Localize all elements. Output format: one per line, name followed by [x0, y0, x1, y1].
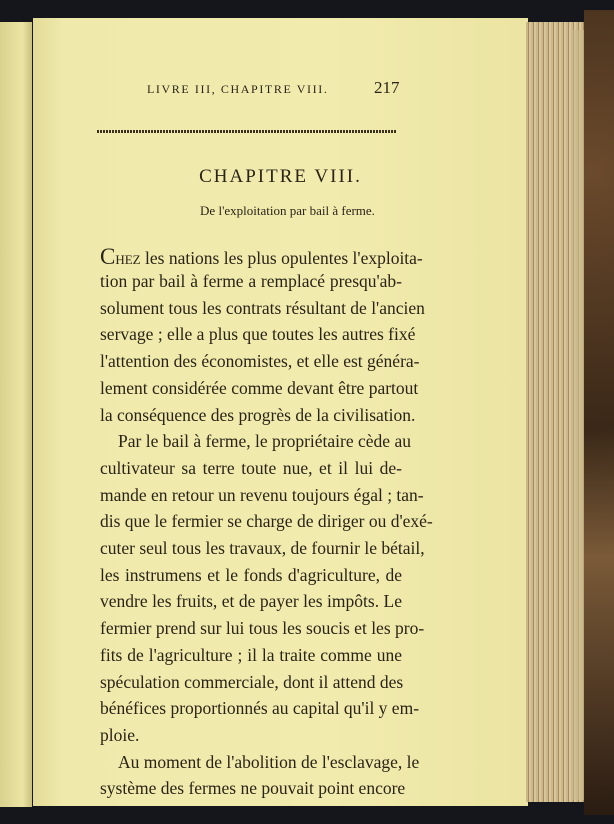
text-line: Au moment de l'abolition de l'esclavage, le [118, 751, 420, 772]
page-number: 217 [374, 78, 400, 97]
text-line: cultivateur sa terre toute nue, et il lui de- [100, 457, 402, 478]
drop-cap: C [100, 244, 116, 269]
ornamental-rule [97, 130, 397, 133]
chapter-title: CHAPITRE VIII. [199, 166, 362, 187]
text-line: fits de l'agriculture ; il la traite comme une [100, 644, 402, 665]
left-page-edge [0, 22, 32, 807]
running-header: LIVRE III, CHAPITRE VIII. [147, 82, 329, 96]
text-line: bénéfices proportionnés au capital qu'il y em- [100, 698, 420, 719]
text-line: mande en retour un revenu toujours égal ; tan- [100, 484, 424, 505]
text-line: solument tous les contrats résultant de l'ancien [100, 297, 425, 318]
text-line: dis que le fermier se charge de diriger ou d'exé- [100, 511, 433, 532]
text-line: les instrumens et le fonds d'agriculture, de [100, 564, 402, 585]
text-line: système des fermes ne pouvait point encore [100, 778, 406, 799]
line-text: les nations les plus opulentes l'exploita- [140, 248, 423, 268]
text-line: Par le bail à ferme, le propriétaire cède au [118, 431, 411, 452]
text-line: l'attention des économistes, et elle est généra- [100, 351, 420, 372]
small-caps: HEZ [115, 252, 141, 267]
text-line: la conséquence des progrès de la civilisation. [100, 404, 416, 425]
text-line: fermier prend sur lui tous les soucis et les pro- [100, 618, 425, 639]
text-line-first [100, 244, 423, 270]
text-line: servage ; elle a plus que toutes les autres fixé [100, 324, 416, 345]
text-line: spéculation commerciale, dont il attend des [100, 671, 404, 692]
text-line: vendre les fruits, et de payer les impôts. Le [100, 591, 402, 612]
text-line: ploie. [100, 724, 140, 745]
marbled-cover [584, 10, 614, 815]
text-line: cuter seul tous les travaux, de fournir le bétail, [100, 538, 425, 558]
text-line: tion par bail à ferme a remplacé presqu'ab- [100, 271, 402, 291]
text-line: lement considérée comme devant être partout [100, 377, 419, 398]
chapter-subtitle: De l'exploitation par bail à ferme. [200, 203, 375, 218]
